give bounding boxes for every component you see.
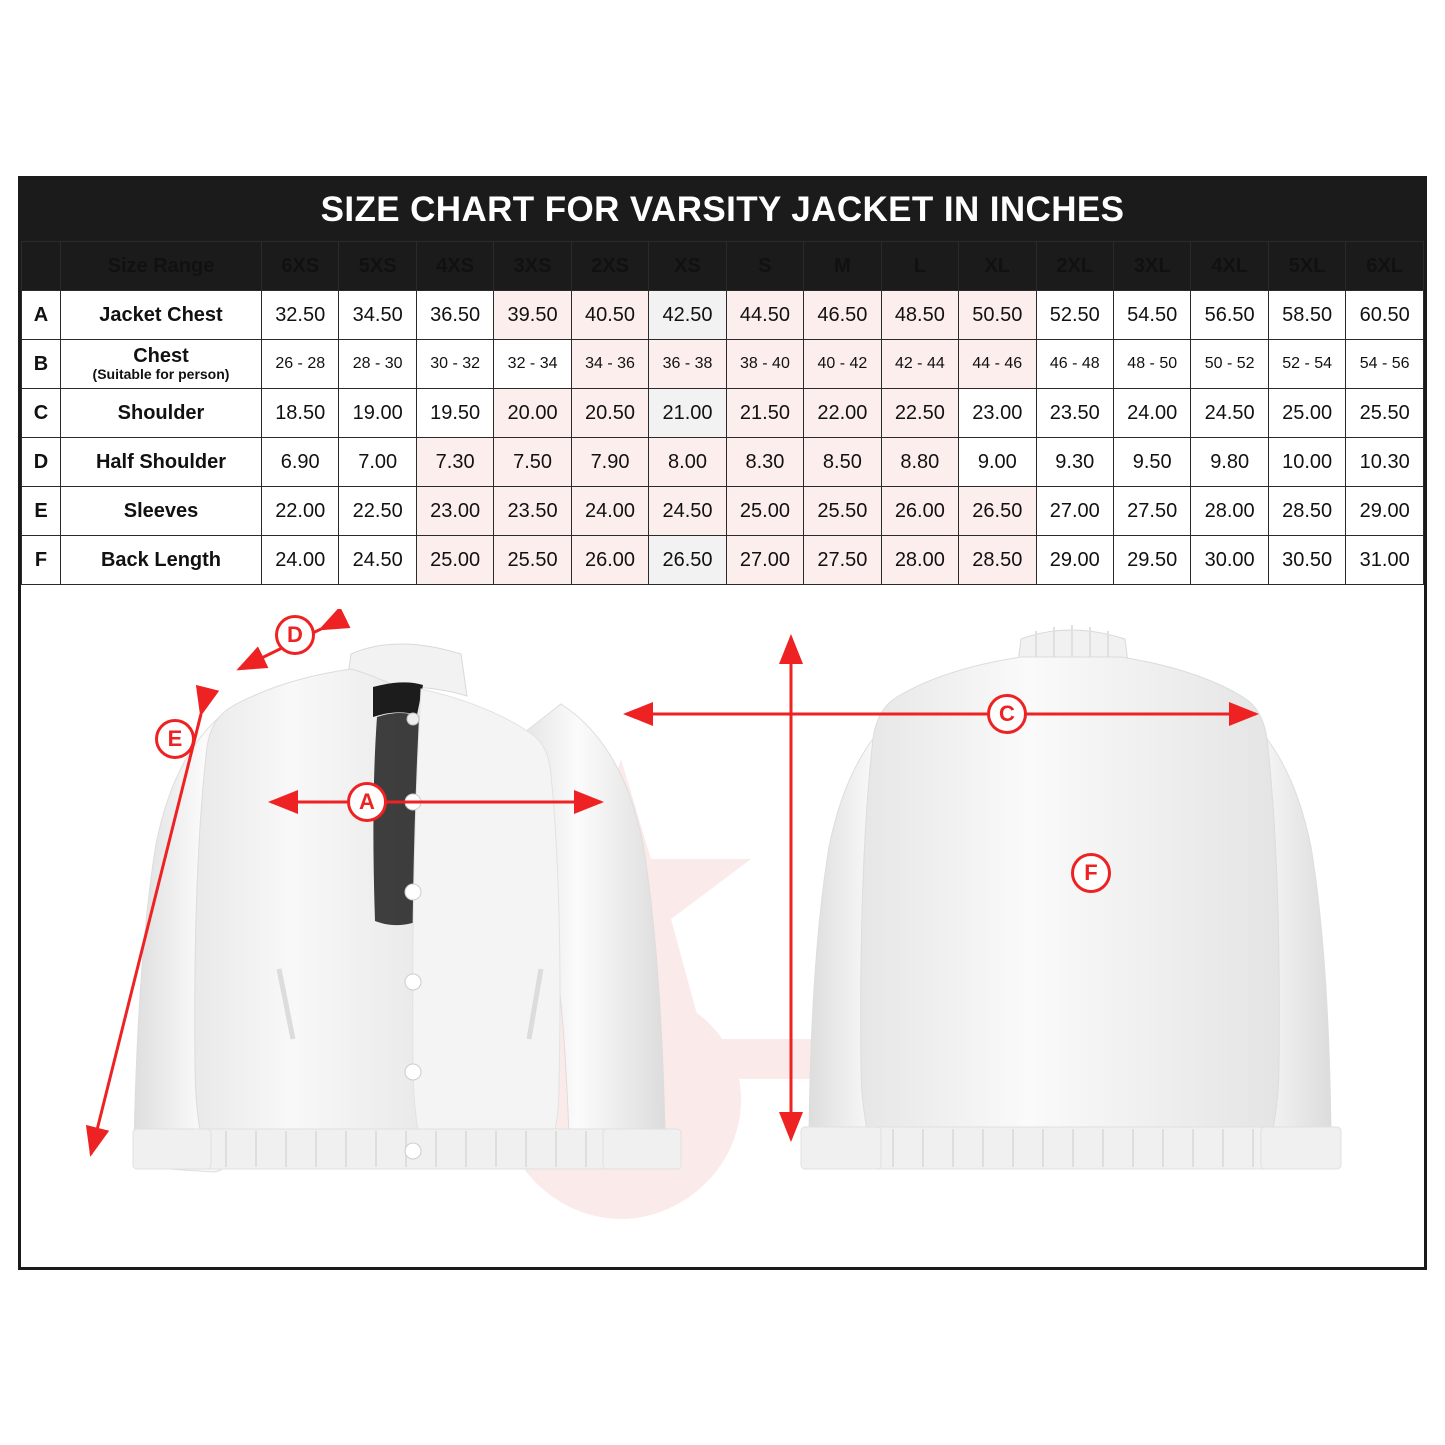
cell-e-11: 27.50	[1113, 487, 1190, 536]
marker-c: C	[987, 694, 1027, 734]
cell-b-5: 36 - 38	[649, 340, 726, 389]
cell-e-7: 25.50	[804, 487, 881, 536]
row-label-f: Back Length	[61, 536, 262, 585]
cell-a-7: 46.50	[804, 291, 881, 340]
row-letter-d: D	[22, 438, 61, 487]
row-letter-f: F	[22, 536, 61, 585]
cell-b-12: 50 - 52	[1191, 340, 1268, 389]
cell-e-14: 29.00	[1346, 487, 1424, 536]
header-size-13: 5XL	[1268, 242, 1345, 291]
cell-b-1: 28 - 30	[339, 340, 416, 389]
cell-c-6: 21.50	[726, 389, 803, 438]
cell-f-11: 29.50	[1113, 536, 1190, 585]
cell-f-6: 27.00	[726, 536, 803, 585]
cell-a-2: 36.50	[416, 291, 493, 340]
cell-d-2: 7.30	[416, 438, 493, 487]
chart-title-bar	[21, 179, 1424, 241]
cell-b-6: 38 - 40	[726, 340, 803, 389]
cell-c-1: 19.00	[339, 389, 416, 438]
jacket-illustration	[21, 609, 1424, 1269]
cell-d-13: 10.00	[1268, 438, 1345, 487]
cell-b-13: 52 - 54	[1268, 340, 1345, 389]
cell-b-14: 54 - 56	[1346, 340, 1424, 389]
header-letter-spacer	[22, 242, 61, 291]
marker-d: D	[275, 615, 315, 655]
cell-b-11: 48 - 50	[1113, 340, 1190, 389]
cell-c-9: 23.00	[959, 389, 1036, 438]
table-row	[22, 291, 1424, 340]
cell-b-10: 46 - 48	[1036, 340, 1113, 389]
marker-e: E	[155, 719, 195, 759]
header-size-3: 3XS	[494, 242, 571, 291]
size-table-body	[22, 291, 1424, 585]
cell-a-9: 50.50	[959, 291, 1036, 340]
cell-d-8: 8.80	[881, 438, 958, 487]
cell-c-12: 24.50	[1191, 389, 1268, 438]
cell-a-6: 44.50	[726, 291, 803, 340]
row-label-b-sub: (Suitable for person)	[92, 366, 230, 383]
cell-a-0: 32.50	[262, 291, 339, 340]
size-table-head	[22, 242, 1424, 291]
cell-c-14: 25.50	[1346, 389, 1424, 438]
cell-d-0: 6.90	[262, 438, 339, 487]
cell-b-4: 34 - 36	[571, 340, 648, 389]
cell-c-13: 25.00	[1268, 389, 1345, 438]
cell-f-12: 30.00	[1191, 536, 1268, 585]
cell-a-11: 54.50	[1113, 291, 1190, 340]
cell-d-1: 7.00	[339, 438, 416, 487]
cell-e-1: 22.50	[339, 487, 416, 536]
cell-e-5: 24.50	[649, 487, 726, 536]
header-size-4: 2XS	[571, 242, 648, 291]
header-size-14: 6XL	[1346, 242, 1424, 291]
row-letter-b: B	[22, 340, 61, 389]
cell-e-10: 27.00	[1036, 487, 1113, 536]
cell-e-4: 24.00	[571, 487, 648, 536]
cell-c-7: 22.00	[804, 389, 881, 438]
cell-e-12: 28.00	[1191, 487, 1268, 536]
cell-d-3: 7.50	[494, 438, 571, 487]
row-label-e: Sleeves	[61, 487, 262, 536]
row-letter-e: E	[22, 487, 61, 536]
cell-e-9: 26.50	[959, 487, 1036, 536]
cell-a-10: 52.50	[1036, 291, 1113, 340]
cell-c-2: 19.50	[416, 389, 493, 438]
cell-e-6: 25.00	[726, 487, 803, 536]
cell-e-13: 28.50	[1268, 487, 1345, 536]
row-label-b	[61, 340, 262, 389]
cell-f-2: 25.00	[416, 536, 493, 585]
cell-a-4: 40.50	[571, 291, 648, 340]
cell-e-2: 23.00	[416, 487, 493, 536]
header-size-5: XS	[649, 242, 726, 291]
row-letter-c: C	[22, 389, 61, 438]
cell-f-0: 24.00	[262, 536, 339, 585]
cell-b-3: 32 - 34	[494, 340, 571, 389]
cell-a-14: 60.50	[1346, 291, 1424, 340]
cell-b-7: 40 - 42	[804, 340, 881, 389]
cell-a-8: 48.50	[881, 291, 958, 340]
cell-c-11: 24.00	[1113, 389, 1190, 438]
cell-a-13: 58.50	[1268, 291, 1345, 340]
row-letter-a: A	[22, 291, 61, 340]
cell-b-2: 30 - 32	[416, 340, 493, 389]
row-label-d: Half Shoulder	[61, 438, 262, 487]
cell-d-10: 9.30	[1036, 438, 1113, 487]
cell-a-3: 39.50	[494, 291, 571, 340]
header-size-range: Size Range	[61, 242, 262, 291]
cell-f-10: 29.00	[1036, 536, 1113, 585]
row-label-a: Jacket Chest	[61, 291, 262, 340]
cell-f-5: 26.50	[649, 536, 726, 585]
cell-c-4: 20.50	[571, 389, 648, 438]
size-table	[21, 241, 1424, 585]
marker-f: F	[1071, 853, 1111, 893]
cell-f-7: 27.50	[804, 536, 881, 585]
cell-b-9: 44 - 46	[959, 340, 1036, 389]
cell-a-1: 34.50	[339, 291, 416, 340]
size-chart-card	[18, 176, 1427, 1270]
cell-f-8: 28.00	[881, 536, 958, 585]
cell-d-14: 10.30	[1346, 438, 1424, 487]
cell-b-8: 42 - 44	[881, 340, 958, 389]
marker-a: A	[347, 782, 387, 822]
cell-e-3: 23.50	[494, 487, 571, 536]
cell-c-5: 21.00	[649, 389, 726, 438]
cell-d-7: 8.50	[804, 438, 881, 487]
cell-c-10: 23.50	[1036, 389, 1113, 438]
cell-c-0: 18.50	[262, 389, 339, 438]
cell-f-1: 24.50	[339, 536, 416, 585]
cell-c-3: 20.00	[494, 389, 571, 438]
cell-f-13: 30.50	[1268, 536, 1345, 585]
cell-f-3: 25.50	[494, 536, 571, 585]
cell-d-6: 8.30	[726, 438, 803, 487]
cell-a-12: 56.50	[1191, 291, 1268, 340]
row-label-c: Shoulder	[61, 389, 262, 438]
header-size-8: L	[881, 242, 958, 291]
header-size-10: 2XL	[1036, 242, 1113, 291]
table-row	[22, 536, 1424, 585]
header-size-1: 5XS	[339, 242, 416, 291]
header-size-0: 6XS	[262, 242, 339, 291]
table-row	[22, 340, 1424, 389]
header-size-7: M	[804, 242, 881, 291]
cell-d-12: 9.80	[1191, 438, 1268, 487]
table-header-row	[22, 242, 1424, 291]
measurement-arrows	[21, 609, 1424, 1269]
cell-d-11: 9.50	[1113, 438, 1190, 487]
header-size-6: S	[726, 242, 803, 291]
row-label-b-main: Chest	[133, 345, 189, 368]
cell-e-0: 22.00	[262, 487, 339, 536]
table-row	[22, 487, 1424, 536]
header-size-9: XL	[959, 242, 1036, 291]
cell-e-8: 26.00	[881, 487, 958, 536]
header-size-12: 4XL	[1191, 242, 1268, 291]
header-size-2: 4XS	[416, 242, 493, 291]
cell-d-4: 7.90	[571, 438, 648, 487]
header-size-11: 3XL	[1113, 242, 1190, 291]
cell-b-0: 26 - 28	[262, 340, 339, 389]
table-row	[22, 389, 1424, 438]
table-row	[22, 438, 1424, 487]
cell-a-5: 42.50	[649, 291, 726, 340]
cell-f-14: 31.00	[1346, 536, 1424, 585]
cell-d-9: 9.00	[959, 438, 1036, 487]
cell-c-8: 22.50	[881, 389, 958, 438]
cell-f-9: 28.50	[959, 536, 1036, 585]
cell-f-4: 26.00	[571, 536, 648, 585]
cell-d-5: 8.00	[649, 438, 726, 487]
page-title: SIZE CHART FOR VARSITY JACKET IN INCHES	[320, 190, 1125, 229]
